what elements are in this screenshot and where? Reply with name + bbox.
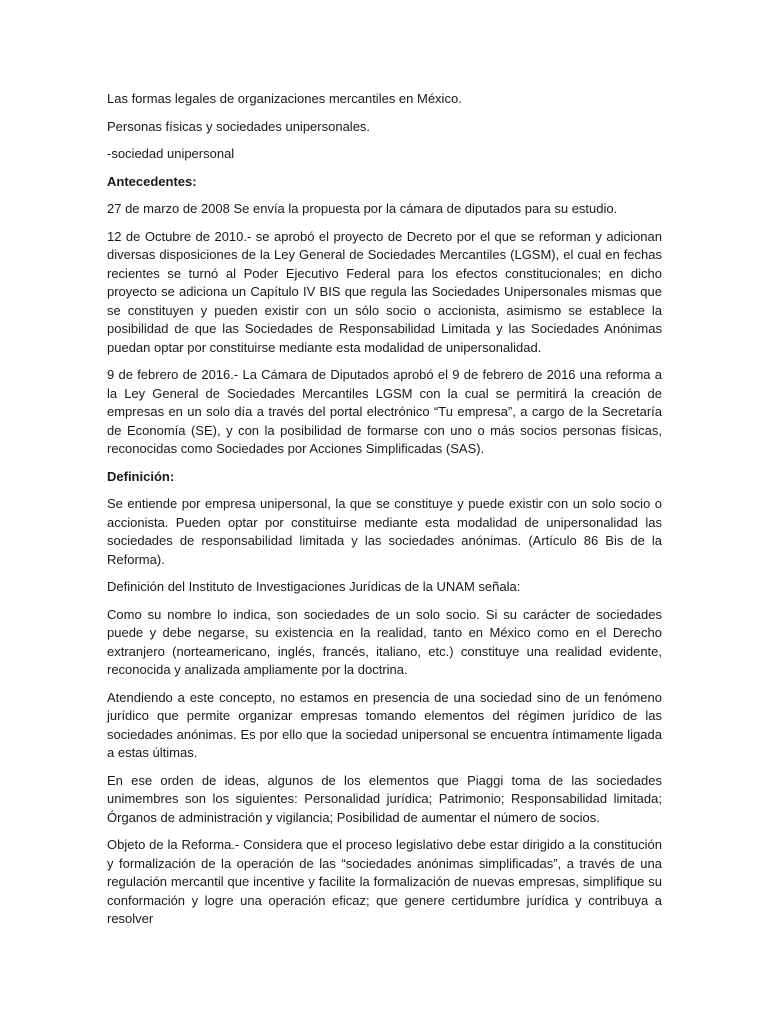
definicion-heading: Definición: xyxy=(107,468,175,484)
elementos-paragraph: En ese orden de ideas, algunos de los elementos que Piaggi toma de las sociedades unimembres son los siguientes: Personalidad jurídica; Patrimonio; Responsabilidad limitada; Órganos de administración y vigilancia; Posibilidad de aumentar el número de socios. xyxy=(107,772,662,825)
objeto-reforma-paragraph: Objeto de la Reforma.- Considera que el proceso legislativo debe estar dirigido a la constitución y formalización de la operación de las “sociedades anónimas simplificadas”, a través de una regulación mercantil que incentive y facilite la formalización de nuevas empresas, simplifique su conformación y logre una operación eficaz; que genere certidumbre jurídica y contribuya a resolver xyxy=(107,837,662,926)
unam-intro-paragraph: Definición del Instituto de Investigaciones Jurídicas de la UNAM señala: xyxy=(107,579,521,594)
unam-definition-paragraph: Como su nombre lo indica, son sociedades de un solo socio. Si su carácter de sociedades puede y debe negarse, su existencia en la realidad, tanto en México como en el Derecho extranjero (norteamericano, inglés, francés, italiano, etc.) constituye una realidad evidente, reconocida y analizada ampliamente por la doctrina. xyxy=(107,606,662,677)
antecedentes-heading: Antecedentes: xyxy=(107,173,197,189)
document-subtopic: -sociedad unipersonal xyxy=(107,146,235,161)
antecedente-2016-paragraph: 9 de febrero de 2016.- La Cámara de Diputados aprobó el 9 de febrero de 2016 una reforma a la Ley General de Sociedades Mercantiles LGSM con la cual se permitirá la creación de empresas en un solo día a través del portal electrónico “Tu empresa”, a cargo de la Secretaría de Economía (SE), y con la posibilidad de formarse con uno o más socios personas físicas, reconocidas como Sociedades por Acciones Simplificadas (SAS). xyxy=(107,367,662,456)
document-subtitle: Personas físicas y sociedades unipersonales. xyxy=(107,118,371,134)
antecedente-2008-paragraph: 27 de marzo de 2008 Se envía la propuesta por la cámara de diputados para su estudio. xyxy=(107,201,618,216)
antecedente-2010-paragraph: 12 de Octubre de 2010.- se aprobó el proyecto de Decreto por el que se reforman y adicionan diversas disposiciones de la Ley General de Sociedades Mercantiles (LGSM), el cual en fechas recientes se turnó al Poder Ejecutivo Federal para los efectos constitucionales; en dicho proyecto se adiciona un Capítulo IV BIS que regula las Sociedades Unipersonales mismas que se constituyen y pueden existir con un sólo socio o accionista, asimismo se establece la posibilidad de que las Sociedades de Responsabilidad Limitada y las Sociedades Anónimas puedan optar por constituirse mediante esta modalidad de unipersonalidad. xyxy=(107,228,662,355)
definicion-paragraph: Se entiende por empresa unipersonal, la que se constituye y puede existir con un solo socio o accionista. Pueden optar por constituirse mediante esta modalidad de unipersonalidad las sociedades de responsabilidad limitada y las sociedades anónimas. (Artículo 86 Bis de la Reforma). xyxy=(107,496,662,567)
document-title: Las formas legales de organizaciones mercantiles en México. xyxy=(107,91,462,106)
concepto-paragraph: Atendiendo a este concepto, no estamos en presencia de una sociedad sino de un fenómeno jurídico que permite organizar empresas tomando elementos del régimen jurídico de las sociedades anónimas. Es por ello que la sociedad unipersonal se encuentra íntimamente ligada a estas últimas. xyxy=(107,689,662,760)
document-page xyxy=(107,90,662,938)
